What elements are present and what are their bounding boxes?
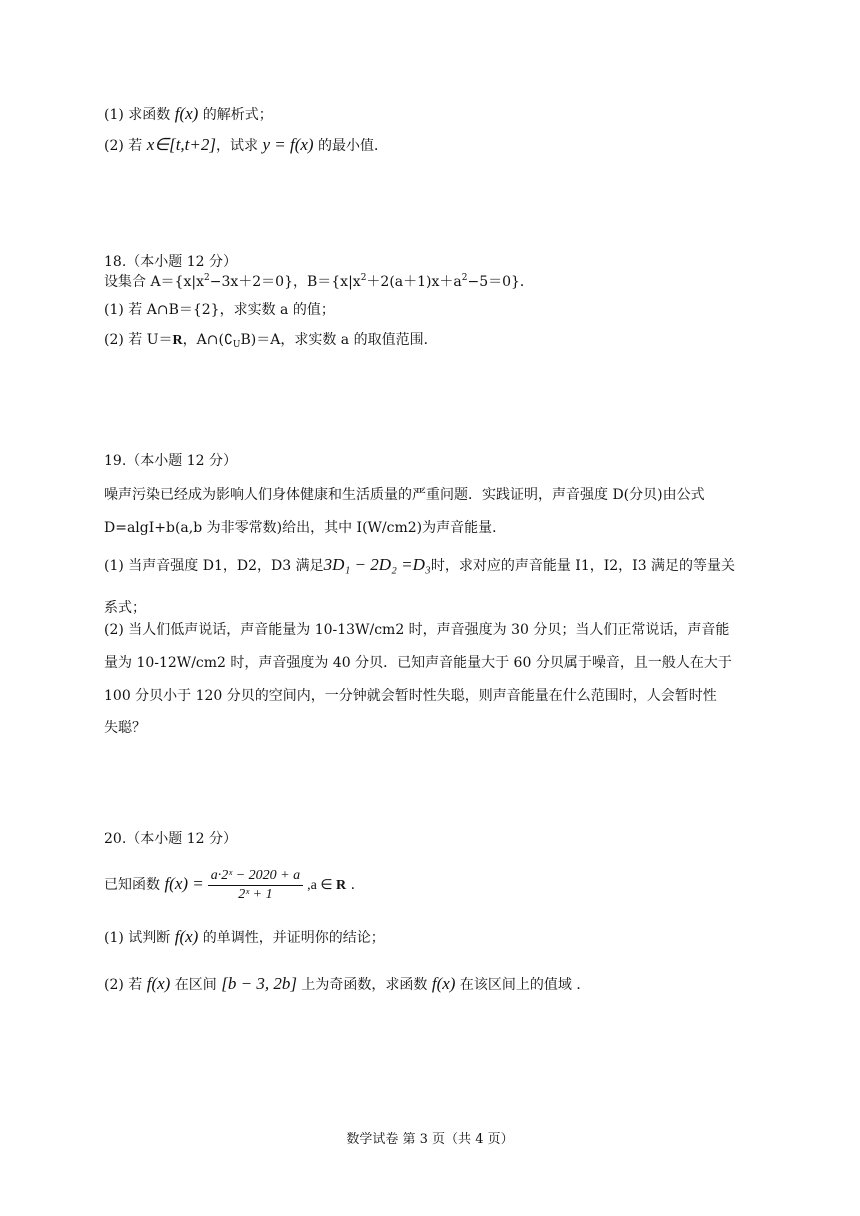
q20-fraction: $\frac{\text{a·2ˣ − 2020 + a}}{\text{2ˣ + 1}}$ — [208, 867, 303, 904]
q19-stem-line2: D=algI+b(a,b 为非零常数)给出，其中 I(W/cm2)为声音能量． — [104, 520, 507, 536]
q19-formula: 3D₁ − 2D₂ =D₃ — [323, 555, 431, 574]
q19-stem-line1: 噪声污染已经成为影响人们身体健康和生活质量的严重问题．实践证明，声音强度 D(分贝)由公式 — [104, 487, 705, 503]
q20-part2: (2) 若 f(x) 在区间 [b − 3, 2b] 上为奇函数，求函数 f(x) 在该区间上的值域 ． — [104, 974, 591, 993]
q20-heading: 20.（本小题 12 分） — [104, 831, 237, 847]
q20-part1: (1) 试判断 f(x) 的单调性，并证明你的结论； — [104, 927, 385, 946]
q18-heading: 18.（本小题 12 分） — [104, 254, 237, 270]
q20-stem: 已知函数 f(x) = $\frac{\text{a·2ˣ − 2020 + a}}{\text{2ˣ + 1}}$ ,a ∈ R . — [104, 867, 356, 902]
q17-part2: (2) 若 x∈[t,t+2]，试求 y = f(x) 的最小值． — [104, 135, 389, 154]
q18-stem: 设集合 $A=\{x|x^2-3x+2=0\}$，$B=\{x|x^2+2(a+1)x+a^2-5=0\}$． — [104, 273, 534, 290]
q18-part1: (1) 若 A∩B＝{2}，求实数 a 的值； — [104, 302, 335, 318]
page-footer: 数学试卷 第 3 页（共 4 页） — [346, 1132, 514, 1147]
q19-heading: 19.（本小题 12 分） — [104, 453, 237, 469]
q19-part2-line1: (2) 当人们低声说话，声音能量为 10-13W/cm2 时，声音强度为 30 分贝；当人们正常说话，声音能 — [104, 622, 730, 638]
q19-part1-line2: 系式； — [104, 600, 146, 616]
q18-part2: (2) 若 U＝R，$A\cap(∁_UB)=A$，求实数 a 的取值范围． — [104, 332, 438, 350]
q19-part1-line1: (1) 当声音强度 D1，D2，D3 满足3D₁ − 2D₂ =D₃时，求对应的声音能量 I1，I2，I3 满足的等量关 — [104, 555, 736, 574]
q19-part2-line2: 量为 10-12W/cm2 时，声音强度为 40 分贝．已知声音能量大于 60 分贝属于噪音，且一般人在大于 — [104, 655, 732, 671]
q19-part2-line3: 100 分贝小于 120 分贝的空间内，一分钟就会暂时性失聪，则声音能量在什么范围时，人会暂时性 — [104, 688, 717, 704]
q19-part2-line4: 失聪？ — [104, 720, 146, 736]
q17-part1: (1) 求函数 f(x) 的解析式； — [104, 104, 273, 123]
